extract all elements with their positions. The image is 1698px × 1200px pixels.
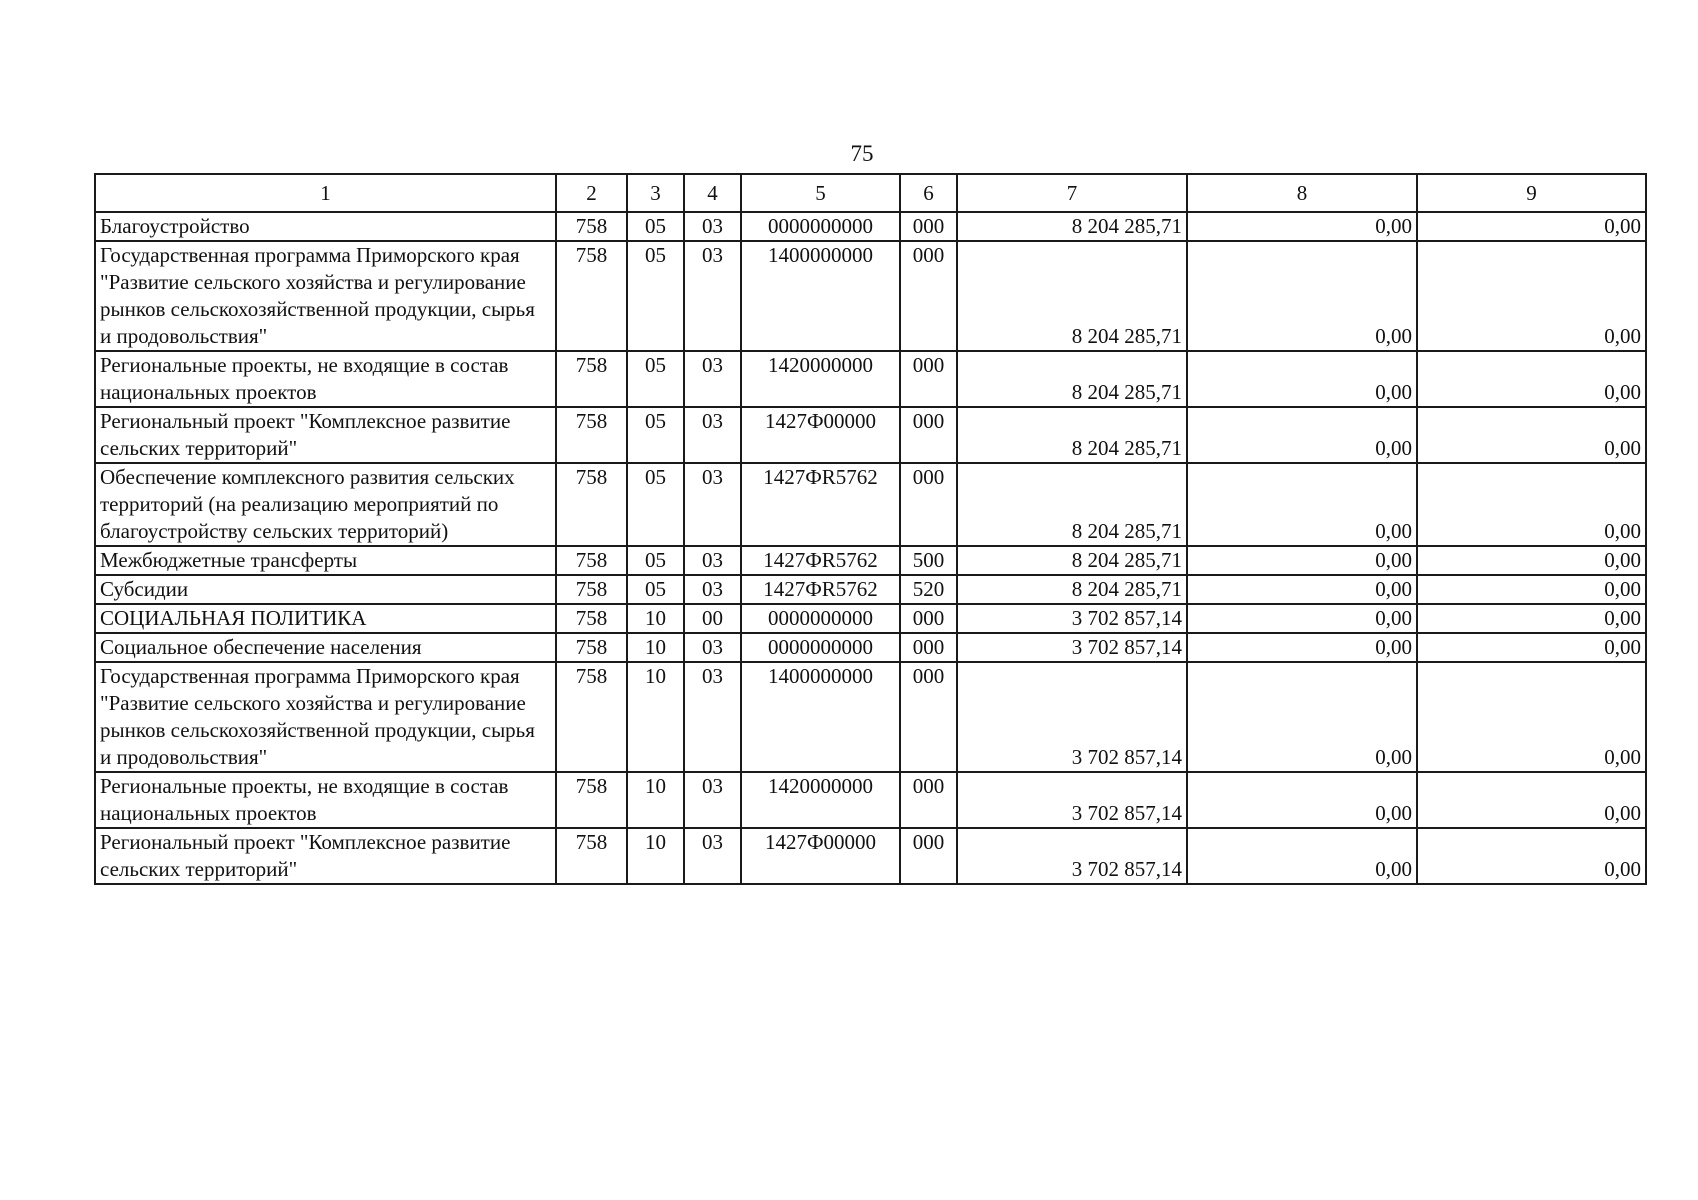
row-code-6-cell: 520 xyxy=(900,575,957,604)
row-code-3-cell: 05 xyxy=(627,546,684,575)
row-code-4-cell: 03 xyxy=(684,212,741,241)
row-amount-8-cell: 0,00 xyxy=(1187,407,1417,463)
row-code-3-cell: 05 xyxy=(627,463,684,546)
row-code-5-cell: 0000000000 xyxy=(741,212,900,241)
row-code-3-cell: 05 xyxy=(627,407,684,463)
header-cell-3: 3 xyxy=(627,174,684,212)
row-code-2-cell: 758 xyxy=(556,212,627,241)
row-code-4-cell: 03 xyxy=(684,633,741,662)
row-code-6-cell: 000 xyxy=(900,463,957,546)
table-row xyxy=(95,212,1646,241)
row-code-3-cell: 10 xyxy=(627,828,684,884)
row-amount-7-cell: 3 702 857,14 xyxy=(957,772,1187,828)
row-code-2-cell: 758 xyxy=(556,772,627,828)
row-code-2-cell: 758 xyxy=(556,662,627,772)
row-name-cell: Региональные проекты, не входящие в состав национальных проектов xyxy=(95,351,556,407)
row-code-5-cell: 1427ФR5762 xyxy=(741,546,900,575)
row-name-cell: Социальное обеспечение населения xyxy=(95,633,556,662)
row-amount-9-cell: 0,00 xyxy=(1417,351,1646,407)
row-code-5-cell: 1420000000 xyxy=(741,351,900,407)
table-row xyxy=(95,604,1646,633)
row-amount-7-cell: 8 204 285,71 xyxy=(957,575,1187,604)
row-amount-7-cell: 8 204 285,71 xyxy=(957,463,1187,546)
row-amount-8-cell: 0,00 xyxy=(1187,662,1417,772)
row-name-cell: Региональные проекты, не входящие в состав национальных проектов xyxy=(95,772,556,828)
row-code-2-cell: 758 xyxy=(556,407,627,463)
row-amount-8-cell: 0,00 xyxy=(1187,241,1417,351)
row-amount-9-cell: 0,00 xyxy=(1417,546,1646,575)
row-code-3-cell: 05 xyxy=(627,212,684,241)
row-code-2-cell: 758 xyxy=(556,546,627,575)
row-name-cell: Государственная программа Приморского края "Развитие сельского хозяйства и регулирование рынков сельскохозяйственной продукции, сырья и продовольствия" xyxy=(95,662,556,772)
row-amount-8-cell: 0,00 xyxy=(1187,546,1417,575)
row-code-3-cell: 05 xyxy=(627,351,684,407)
row-amount-7-cell: 8 204 285,71 xyxy=(957,546,1187,575)
header-cell-6: 6 xyxy=(900,174,957,212)
row-code-6-cell: 000 xyxy=(900,604,957,633)
row-amount-7-cell: 8 204 285,71 xyxy=(957,212,1187,241)
row-amount-8-cell: 0,00 xyxy=(1187,575,1417,604)
row-name-cell: Региональный проект "Комплексное развитие сельских территорий" xyxy=(95,828,556,884)
budget-table xyxy=(94,173,1647,885)
row-code-4-cell: 03 xyxy=(684,463,741,546)
row-amount-8-cell: 0,00 xyxy=(1187,212,1417,241)
table-row xyxy=(95,241,1646,351)
row-amount-9-cell: 0,00 xyxy=(1417,463,1646,546)
row-amount-9-cell: 0,00 xyxy=(1417,575,1646,604)
row-amount-9-cell: 0,00 xyxy=(1417,212,1646,241)
row-code-4-cell: 03 xyxy=(684,662,741,772)
row-code-6-cell: 000 xyxy=(900,828,957,884)
table-header-row xyxy=(95,174,1646,212)
row-code-5-cell: 0000000000 xyxy=(741,633,900,662)
row-code-4-cell: 03 xyxy=(684,407,741,463)
row-amount-9-cell: 0,00 xyxy=(1417,772,1646,828)
row-code-2-cell: 758 xyxy=(556,575,627,604)
page-number: 75 xyxy=(850,141,874,166)
row-name-cell: Государственная программа Приморского края "Развитие сельского хозяйства и регулирование рынков сельскохозяйственной продукции, сырья и продовольствия" xyxy=(95,241,556,351)
row-code-4-cell: 03 xyxy=(684,575,741,604)
row-amount-9-cell: 0,00 xyxy=(1417,633,1646,662)
row-name-cell: Обеспечение комплексного развития сельских территорий (на реализацию мероприятий по благоустройству сельских территорий) xyxy=(95,463,556,546)
row-amount-7-cell: 3 702 857,14 xyxy=(957,662,1187,772)
table-row xyxy=(95,546,1646,575)
row-code-5-cell: 1427Ф00000 xyxy=(741,407,900,463)
row-amount-7-cell: 8 204 285,71 xyxy=(957,407,1187,463)
row-amount-7-cell: 3 702 857,14 xyxy=(957,604,1187,633)
table-row xyxy=(95,463,1646,546)
row-code-6-cell: 000 xyxy=(900,772,957,828)
table-row xyxy=(95,407,1646,463)
row-amount-8-cell: 0,00 xyxy=(1187,828,1417,884)
row-name-cell: СОЦИАЛЬНАЯ ПОЛИТИКА xyxy=(95,604,556,633)
row-amount-7-cell: 8 204 285,71 xyxy=(957,241,1187,351)
row-code-5-cell: 0000000000 xyxy=(741,604,900,633)
table-row xyxy=(95,772,1646,828)
row-amount-9-cell: 0,00 xyxy=(1417,662,1646,772)
row-code-4-cell: 03 xyxy=(684,828,741,884)
table-row xyxy=(95,351,1646,407)
row-code-3-cell: 05 xyxy=(627,575,684,604)
row-code-3-cell: 05 xyxy=(627,241,684,351)
row-code-4-cell: 03 xyxy=(684,241,741,351)
row-amount-8-cell: 0,00 xyxy=(1187,633,1417,662)
row-code-6-cell: 000 xyxy=(900,407,957,463)
row-code-5-cell: 1400000000 xyxy=(741,241,900,351)
row-code-5-cell: 1400000000 xyxy=(741,662,900,772)
row-code-4-cell: 03 xyxy=(684,546,741,575)
row-code-5-cell: 1427Ф00000 xyxy=(741,828,900,884)
header-cell-2: 2 xyxy=(556,174,627,212)
table-row xyxy=(95,828,1646,884)
row-code-3-cell: 10 xyxy=(627,772,684,828)
row-code-3-cell: 10 xyxy=(627,604,684,633)
row-code-6-cell: 500 xyxy=(900,546,957,575)
table-row xyxy=(95,662,1646,772)
row-amount-9-cell: 0,00 xyxy=(1417,604,1646,633)
row-code-6-cell: 000 xyxy=(900,212,957,241)
row-amount-8-cell: 0,00 xyxy=(1187,772,1417,828)
table-row xyxy=(95,633,1646,662)
row-name-cell: Субсидии xyxy=(95,575,556,604)
row-amount-7-cell: 3 702 857,14 xyxy=(957,828,1187,884)
row-amount-7-cell: 3 702 857,14 xyxy=(957,633,1187,662)
row-name-cell: Региональный проект "Комплексное развитие сельских территорий" xyxy=(95,407,556,463)
row-code-6-cell: 000 xyxy=(900,662,957,772)
header-cell-1: 1 xyxy=(95,174,556,212)
row-code-6-cell: 000 xyxy=(900,633,957,662)
row-amount-9-cell: 0,00 xyxy=(1417,407,1646,463)
row-name-cell: Благоустройство xyxy=(95,212,556,241)
row-code-3-cell: 10 xyxy=(627,633,684,662)
row-name-cell: Межбюджетные трансферты xyxy=(95,546,556,575)
row-amount-7-cell: 8 204 285,71 xyxy=(957,351,1187,407)
header-cell-5: 5 xyxy=(741,174,900,212)
row-amount-8-cell: 0,00 xyxy=(1187,463,1417,546)
row-amount-9-cell: 0,00 xyxy=(1417,828,1646,884)
row-code-5-cell: 1427ФR5762 xyxy=(741,463,900,546)
row-code-5-cell: 1420000000 xyxy=(741,772,900,828)
row-amount-8-cell: 0,00 xyxy=(1187,351,1417,407)
table-row xyxy=(95,575,1646,604)
header-cell-8: 8 xyxy=(1187,174,1417,212)
row-code-4-cell: 03 xyxy=(684,772,741,828)
row-code-2-cell: 758 xyxy=(556,828,627,884)
row-code-2-cell: 758 xyxy=(556,604,627,633)
row-code-6-cell: 000 xyxy=(900,241,957,351)
header-cell-4: 4 xyxy=(684,174,741,212)
row-code-6-cell: 000 xyxy=(900,351,957,407)
row-amount-9-cell: 0,00 xyxy=(1417,241,1646,351)
row-code-5-cell: 1427ФR5762 xyxy=(741,575,900,604)
row-amount-8-cell: 0,00 xyxy=(1187,604,1417,633)
header-cell-7: 7 xyxy=(957,174,1187,212)
row-code-2-cell: 758 xyxy=(556,463,627,546)
row-code-2-cell: 758 xyxy=(556,241,627,351)
row-code-2-cell: 758 xyxy=(556,351,627,407)
header-cell-9: 9 xyxy=(1417,174,1646,212)
row-code-4-cell: 00 xyxy=(684,604,741,633)
row-code-3-cell: 10 xyxy=(627,662,684,772)
row-code-2-cell: 758 xyxy=(556,633,627,662)
row-code-4-cell: 03 xyxy=(684,351,741,407)
